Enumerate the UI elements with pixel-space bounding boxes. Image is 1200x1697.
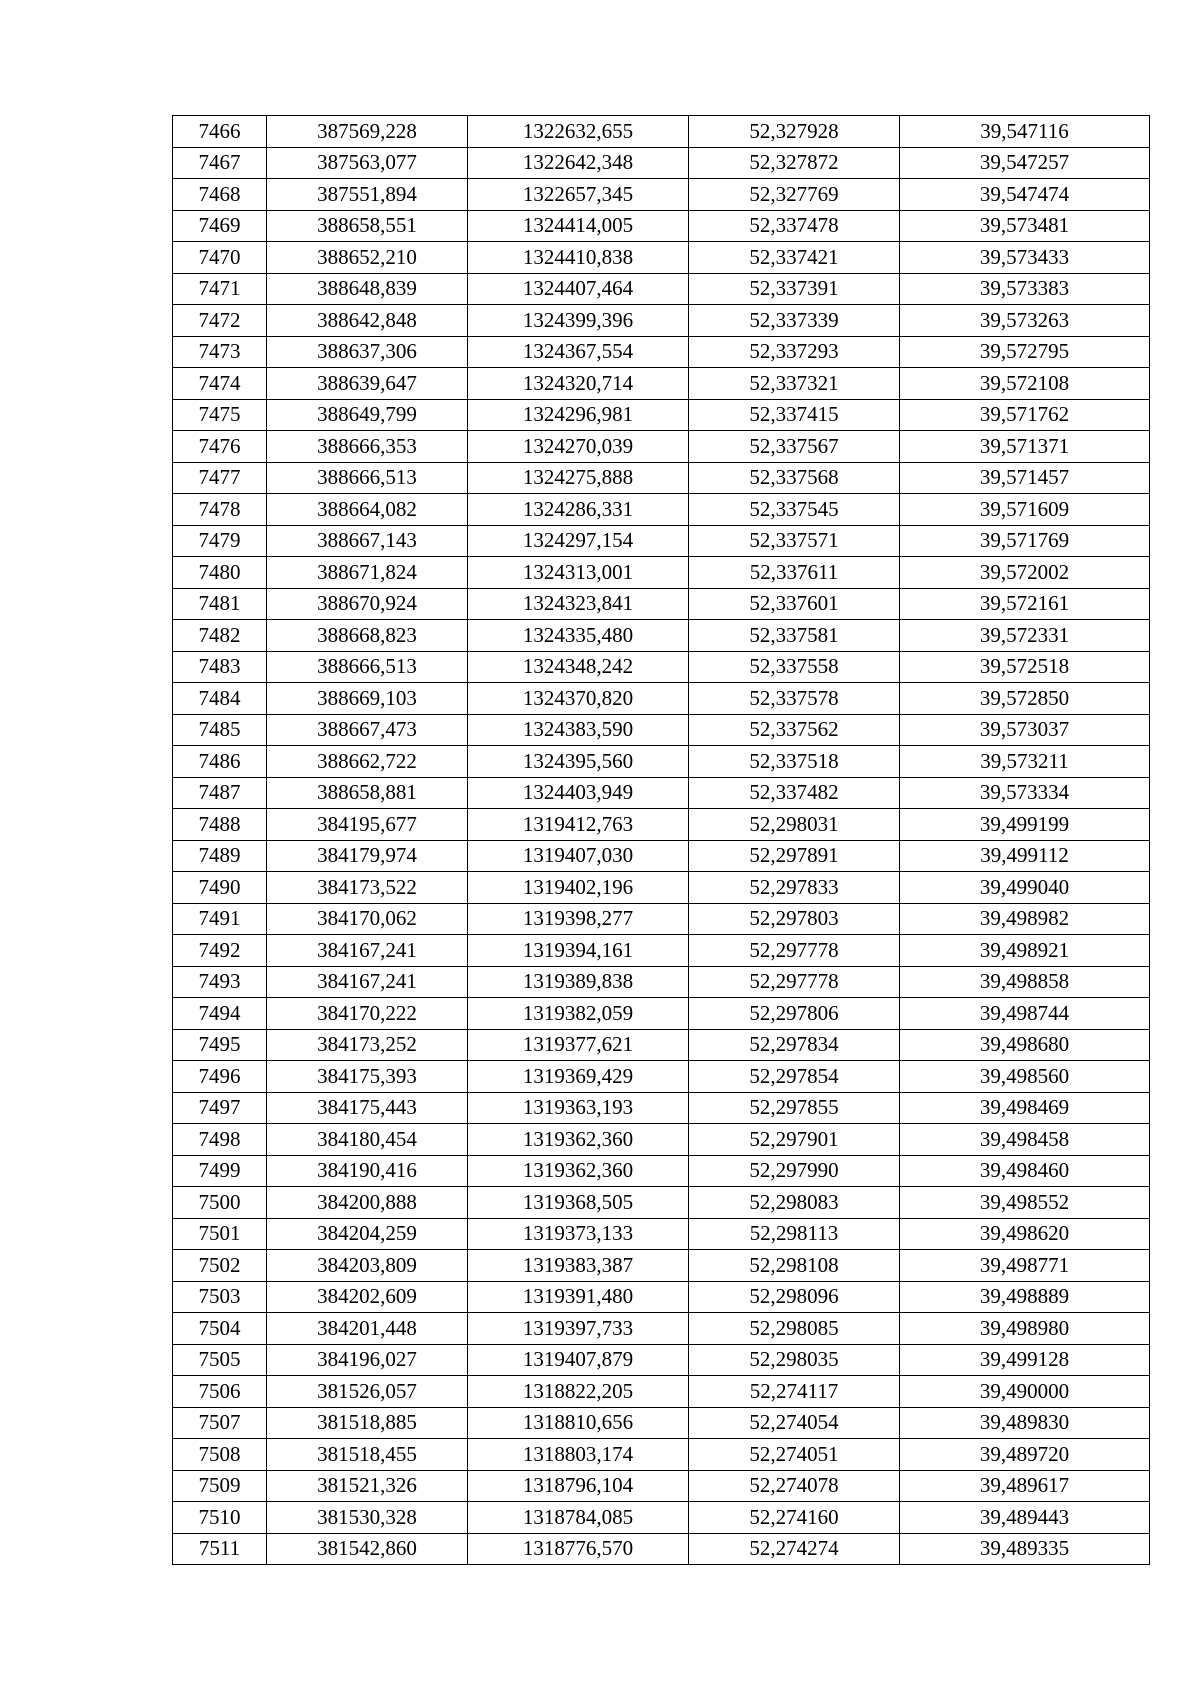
point-number-cell: 7510 (173, 1502, 267, 1534)
x-coordinate-cell: 384173,252 (267, 1029, 468, 1061)
point-number-cell: 7478 (173, 494, 267, 526)
y-coordinate-cell: 1319369,429 (468, 1061, 689, 1093)
y-coordinate-cell: 1324414,005 (468, 210, 689, 242)
longitude-cell: 39,573481 (900, 210, 1150, 242)
table-row (173, 746, 1150, 778)
point-number-cell: 7466 (173, 116, 267, 148)
x-coordinate-cell: 388668,823 (267, 620, 468, 652)
longitude-cell: 39,489443 (900, 1502, 1150, 1534)
latitude-cell: 52,297855 (689, 1092, 900, 1124)
table-row (173, 1533, 1150, 1565)
y-coordinate-cell: 1319407,879 (468, 1344, 689, 1376)
point-number-cell: 7486 (173, 746, 267, 778)
longitude-cell: 39,498744 (900, 998, 1150, 1030)
point-number-cell: 7496 (173, 1061, 267, 1093)
table-body (173, 116, 1150, 1565)
y-coordinate-cell: 1324320,714 (468, 368, 689, 400)
x-coordinate-cell: 384167,241 (267, 966, 468, 998)
point-number-cell: 7504 (173, 1313, 267, 1345)
point-number-cell: 7507 (173, 1407, 267, 1439)
longitude-cell: 39,498921 (900, 935, 1150, 967)
y-coordinate-cell: 1324313,001 (468, 557, 689, 589)
y-coordinate-cell: 1319368,505 (468, 1187, 689, 1219)
table-row (173, 966, 1150, 998)
latitude-cell: 52,337562 (689, 714, 900, 746)
longitude-cell: 39,499112 (900, 840, 1150, 872)
latitude-cell: 52,274051 (689, 1439, 900, 1471)
point-number-cell: 7474 (173, 368, 267, 400)
y-coordinate-cell: 1319382,059 (468, 998, 689, 1030)
y-coordinate-cell: 1319412,763 (468, 809, 689, 841)
longitude-cell: 39,573263 (900, 305, 1150, 337)
table-row (173, 683, 1150, 715)
longitude-cell: 39,498460 (900, 1155, 1150, 1187)
longitude-cell: 39,547116 (900, 116, 1150, 148)
y-coordinate-cell: 1324367,554 (468, 336, 689, 368)
point-number-cell: 7484 (173, 683, 267, 715)
longitude-cell: 39,498980 (900, 1313, 1150, 1345)
point-number-cell: 7481 (173, 588, 267, 620)
longitude-cell: 39,573211 (900, 746, 1150, 778)
x-coordinate-cell: 381518,885 (267, 1407, 468, 1439)
point-number-cell: 7506 (173, 1376, 267, 1408)
point-number-cell: 7490 (173, 872, 267, 904)
x-coordinate-cell: 384175,443 (267, 1092, 468, 1124)
longitude-cell: 39,498771 (900, 1250, 1150, 1282)
table-row (173, 651, 1150, 683)
point-number-cell: 7502 (173, 1250, 267, 1282)
x-coordinate-cell: 388669,103 (267, 683, 468, 715)
point-number-cell: 7495 (173, 1029, 267, 1061)
point-number-cell: 7472 (173, 305, 267, 337)
x-coordinate-cell: 388664,082 (267, 494, 468, 526)
point-number-cell: 7487 (173, 777, 267, 809)
y-coordinate-cell: 1318803,174 (468, 1439, 689, 1471)
latitude-cell: 52,297854 (689, 1061, 900, 1093)
y-coordinate-cell: 1324297,154 (468, 525, 689, 557)
table-row (173, 494, 1150, 526)
x-coordinate-cell: 388649,799 (267, 399, 468, 431)
x-coordinate-cell: 384167,241 (267, 935, 468, 967)
table-row (173, 1061, 1150, 1093)
longitude-cell: 39,571609 (900, 494, 1150, 526)
table-row (173, 179, 1150, 211)
point-number-cell: 7468 (173, 179, 267, 211)
table-row (173, 273, 1150, 305)
x-coordinate-cell: 381530,328 (267, 1502, 468, 1534)
table-row (173, 1344, 1150, 1376)
y-coordinate-cell: 1319362,360 (468, 1124, 689, 1156)
point-number-cell: 7469 (173, 210, 267, 242)
point-number-cell: 7489 (173, 840, 267, 872)
longitude-cell: 39,498552 (900, 1187, 1150, 1219)
table-row (173, 305, 1150, 337)
y-coordinate-cell: 1319407,030 (468, 840, 689, 872)
latitude-cell: 52,297990 (689, 1155, 900, 1187)
longitude-cell: 39,498458 (900, 1124, 1150, 1156)
x-coordinate-cell: 388671,824 (267, 557, 468, 589)
latitude-cell: 52,274054 (689, 1407, 900, 1439)
point-number-cell: 7485 (173, 714, 267, 746)
point-number-cell: 7471 (173, 273, 267, 305)
latitude-cell: 52,337545 (689, 494, 900, 526)
latitude-cell: 52,274117 (689, 1376, 900, 1408)
longitude-cell: 39,489830 (900, 1407, 1150, 1439)
table-row (173, 714, 1150, 746)
longitude-cell: 39,573334 (900, 777, 1150, 809)
table-row (173, 1124, 1150, 1156)
latitude-cell: 52,297778 (689, 966, 900, 998)
latitude-cell: 52,337482 (689, 777, 900, 809)
point-number-cell: 7505 (173, 1344, 267, 1376)
longitude-cell: 39,498469 (900, 1092, 1150, 1124)
longitude-cell: 39,498982 (900, 903, 1150, 935)
point-number-cell: 7493 (173, 966, 267, 998)
y-coordinate-cell: 1324403,949 (468, 777, 689, 809)
latitude-cell: 52,298085 (689, 1313, 900, 1345)
x-coordinate-cell: 388642,848 (267, 305, 468, 337)
y-coordinate-cell: 1324348,242 (468, 651, 689, 683)
y-coordinate-cell: 1318776,570 (468, 1533, 689, 1565)
longitude-cell: 39,572108 (900, 368, 1150, 400)
table-row (173, 431, 1150, 463)
x-coordinate-cell: 388639,647 (267, 368, 468, 400)
table-row (173, 1376, 1150, 1408)
latitude-cell: 52,327769 (689, 179, 900, 211)
point-number-cell: 7499 (173, 1155, 267, 1187)
table-row (173, 1250, 1150, 1282)
point-number-cell: 7475 (173, 399, 267, 431)
x-coordinate-cell: 384200,888 (267, 1187, 468, 1219)
latitude-cell: 52,337567 (689, 431, 900, 463)
x-coordinate-cell: 387569,228 (267, 116, 468, 148)
latitude-cell: 52,337293 (689, 336, 900, 368)
longitude-cell: 39,499199 (900, 809, 1150, 841)
latitude-cell: 52,337478 (689, 210, 900, 242)
table-row (173, 210, 1150, 242)
point-number-cell: 7494 (173, 998, 267, 1030)
y-coordinate-cell: 1324383,590 (468, 714, 689, 746)
latitude-cell: 52,298031 (689, 809, 900, 841)
point-number-cell: 7508 (173, 1439, 267, 1471)
point-number-cell: 7511 (173, 1533, 267, 1565)
latitude-cell: 52,298035 (689, 1344, 900, 1376)
latitude-cell: 52,337578 (689, 683, 900, 715)
x-coordinate-cell: 388667,143 (267, 525, 468, 557)
y-coordinate-cell: 1319398,277 (468, 903, 689, 935)
x-coordinate-cell: 384180,454 (267, 1124, 468, 1156)
latitude-cell: 52,327872 (689, 147, 900, 179)
y-coordinate-cell: 1322657,345 (468, 179, 689, 211)
x-coordinate-cell: 384202,609 (267, 1281, 468, 1313)
point-number-cell: 7480 (173, 557, 267, 589)
table-row (173, 1187, 1150, 1219)
table-row (173, 840, 1150, 872)
latitude-cell: 52,298108 (689, 1250, 900, 1282)
point-number-cell: 7491 (173, 903, 267, 935)
point-number-cell: 7503 (173, 1281, 267, 1313)
longitude-cell: 39,573383 (900, 273, 1150, 305)
y-coordinate-cell: 1319373,133 (468, 1218, 689, 1250)
point-number-cell: 7479 (173, 525, 267, 557)
longitude-cell: 39,572795 (900, 336, 1150, 368)
x-coordinate-cell: 387563,077 (267, 147, 468, 179)
latitude-cell: 52,297901 (689, 1124, 900, 1156)
x-coordinate-cell: 384204,259 (267, 1218, 468, 1250)
table-row (173, 620, 1150, 652)
x-coordinate-cell: 384175,393 (267, 1061, 468, 1093)
latitude-cell: 52,297778 (689, 935, 900, 967)
latitude-cell: 52,327928 (689, 116, 900, 148)
longitude-cell: 39,489617 (900, 1470, 1150, 1502)
y-coordinate-cell: 1324370,820 (468, 683, 689, 715)
table-row (173, 399, 1150, 431)
table-row (173, 872, 1150, 904)
latitude-cell: 52,274078 (689, 1470, 900, 1502)
x-coordinate-cell: 384190,416 (267, 1155, 468, 1187)
x-coordinate-cell: 388652,210 (267, 242, 468, 274)
point-number-cell: 7467 (173, 147, 267, 179)
longitude-cell: 39,571371 (900, 431, 1150, 463)
table-row (173, 336, 1150, 368)
table-row (173, 1029, 1150, 1061)
x-coordinate-cell: 384195,677 (267, 809, 468, 841)
table-row (173, 935, 1150, 967)
longitude-cell: 39,572002 (900, 557, 1150, 589)
table-row (173, 1439, 1150, 1471)
x-coordinate-cell: 384173,522 (267, 872, 468, 904)
point-number-cell: 7473 (173, 336, 267, 368)
table-row (173, 368, 1150, 400)
x-coordinate-cell: 387551,894 (267, 179, 468, 211)
table-row (173, 1218, 1150, 1250)
point-number-cell: 7483 (173, 651, 267, 683)
table-row (173, 557, 1150, 589)
latitude-cell: 52,297803 (689, 903, 900, 935)
latitude-cell: 52,337558 (689, 651, 900, 683)
table-row (173, 809, 1150, 841)
longitude-cell: 39,490000 (900, 1376, 1150, 1408)
table-row (173, 903, 1150, 935)
y-coordinate-cell: 1318796,104 (468, 1470, 689, 1502)
longitude-cell: 39,573433 (900, 242, 1150, 274)
latitude-cell: 52,298096 (689, 1281, 900, 1313)
latitude-cell: 52,298083 (689, 1187, 900, 1219)
table-row (173, 525, 1150, 557)
y-coordinate-cell: 1324323,841 (468, 588, 689, 620)
y-coordinate-cell: 1324407,464 (468, 273, 689, 305)
latitude-cell: 52,274160 (689, 1502, 900, 1534)
y-coordinate-cell: 1324335,480 (468, 620, 689, 652)
y-coordinate-cell: 1319377,621 (468, 1029, 689, 1061)
y-coordinate-cell: 1324270,039 (468, 431, 689, 463)
table-row (173, 116, 1150, 148)
table-row (173, 1092, 1150, 1124)
latitude-cell: 52,337421 (689, 242, 900, 274)
table-row (173, 147, 1150, 179)
y-coordinate-cell: 1324410,838 (468, 242, 689, 274)
latitude-cell: 52,297833 (689, 872, 900, 904)
point-number-cell: 7488 (173, 809, 267, 841)
point-number-cell: 7482 (173, 620, 267, 652)
longitude-cell: 39,547474 (900, 179, 1150, 211)
latitude-cell: 52,337321 (689, 368, 900, 400)
latitude-cell: 52,337568 (689, 462, 900, 494)
longitude-cell: 39,498560 (900, 1061, 1150, 1093)
point-number-cell: 7492 (173, 935, 267, 967)
table-row (173, 1155, 1150, 1187)
y-coordinate-cell: 1319397,733 (468, 1313, 689, 1345)
x-coordinate-cell: 381542,860 (267, 1533, 468, 1565)
point-number-cell: 7476 (173, 431, 267, 463)
y-coordinate-cell: 1322632,655 (468, 116, 689, 148)
longitude-cell: 39,499128 (900, 1344, 1150, 1376)
table-row (173, 588, 1150, 620)
longitude-cell: 39,498858 (900, 966, 1150, 998)
latitude-cell: 52,337339 (689, 305, 900, 337)
table-row (173, 1407, 1150, 1439)
x-coordinate-cell: 384170,062 (267, 903, 468, 935)
longitude-cell: 39,499040 (900, 872, 1150, 904)
x-coordinate-cell: 388670,924 (267, 588, 468, 620)
longitude-cell: 39,489335 (900, 1533, 1150, 1565)
latitude-cell: 52,337611 (689, 557, 900, 589)
table-row (173, 998, 1150, 1030)
point-number-cell: 7497 (173, 1092, 267, 1124)
point-number-cell: 7509 (173, 1470, 267, 1502)
y-coordinate-cell: 1319389,838 (468, 966, 689, 998)
y-coordinate-cell: 1319402,196 (468, 872, 689, 904)
longitude-cell: 39,498680 (900, 1029, 1150, 1061)
x-coordinate-cell: 384201,448 (267, 1313, 468, 1345)
longitude-cell: 39,572518 (900, 651, 1150, 683)
point-number-cell: 7501 (173, 1218, 267, 1250)
x-coordinate-cell: 384170,222 (267, 998, 468, 1030)
longitude-cell: 39,498620 (900, 1218, 1150, 1250)
x-coordinate-cell: 388658,551 (267, 210, 468, 242)
longitude-cell: 39,571457 (900, 462, 1150, 494)
table-row (173, 1502, 1150, 1534)
point-number-cell: 7477 (173, 462, 267, 494)
latitude-cell: 52,337571 (689, 525, 900, 557)
table-row (173, 462, 1150, 494)
longitude-cell: 39,572161 (900, 588, 1150, 620)
x-coordinate-cell: 388648,839 (267, 273, 468, 305)
x-coordinate-cell: 381526,057 (267, 1376, 468, 1408)
y-coordinate-cell: 1318822,205 (468, 1376, 689, 1408)
latitude-cell: 52,297891 (689, 840, 900, 872)
longitude-cell: 39,547257 (900, 147, 1150, 179)
x-coordinate-cell: 381521,326 (267, 1470, 468, 1502)
table-row (173, 777, 1150, 809)
y-coordinate-cell: 1319363,193 (468, 1092, 689, 1124)
point-number-cell: 7470 (173, 242, 267, 274)
coordinates-table (172, 115, 1150, 1565)
longitude-cell: 39,571762 (900, 399, 1150, 431)
y-coordinate-cell: 1319394,161 (468, 935, 689, 967)
latitude-cell: 52,274274 (689, 1533, 900, 1565)
point-number-cell: 7498 (173, 1124, 267, 1156)
y-coordinate-cell: 1318810,656 (468, 1407, 689, 1439)
latitude-cell: 52,337581 (689, 620, 900, 652)
x-coordinate-cell: 388666,513 (267, 651, 468, 683)
latitude-cell: 52,337415 (689, 399, 900, 431)
longitude-cell: 39,573037 (900, 714, 1150, 746)
longitude-cell: 39,572331 (900, 620, 1150, 652)
x-coordinate-cell: 388658,881 (267, 777, 468, 809)
x-coordinate-cell: 381518,455 (267, 1439, 468, 1471)
x-coordinate-cell: 388662,722 (267, 746, 468, 778)
longitude-cell: 39,498889 (900, 1281, 1150, 1313)
y-coordinate-cell: 1324395,560 (468, 746, 689, 778)
x-coordinate-cell: 388637,306 (267, 336, 468, 368)
x-coordinate-cell: 384196,027 (267, 1344, 468, 1376)
x-coordinate-cell: 388666,513 (267, 462, 468, 494)
y-coordinate-cell: 1324399,396 (468, 305, 689, 337)
longitude-cell: 39,571769 (900, 525, 1150, 557)
y-coordinate-cell: 1318784,085 (468, 1502, 689, 1534)
latitude-cell: 52,298113 (689, 1218, 900, 1250)
table-row (173, 1470, 1150, 1502)
y-coordinate-cell: 1319391,480 (468, 1281, 689, 1313)
table-row (173, 242, 1150, 274)
latitude-cell: 52,337518 (689, 746, 900, 778)
y-coordinate-cell: 1324286,331 (468, 494, 689, 526)
latitude-cell: 52,297834 (689, 1029, 900, 1061)
longitude-cell: 39,489720 (900, 1439, 1150, 1471)
y-coordinate-cell: 1319362,360 (468, 1155, 689, 1187)
x-coordinate-cell: 384203,809 (267, 1250, 468, 1282)
y-coordinate-cell: 1324296,981 (468, 399, 689, 431)
latitude-cell: 52,297806 (689, 998, 900, 1030)
point-number-cell: 7500 (173, 1187, 267, 1219)
latitude-cell: 52,337391 (689, 273, 900, 305)
y-coordinate-cell: 1324275,888 (468, 462, 689, 494)
longitude-cell: 39,572850 (900, 683, 1150, 715)
y-coordinate-cell: 1322642,348 (468, 147, 689, 179)
x-coordinate-cell: 388667,473 (267, 714, 468, 746)
x-coordinate-cell: 388666,353 (267, 431, 468, 463)
y-coordinate-cell: 1319383,387 (468, 1250, 689, 1282)
x-coordinate-cell: 384179,974 (267, 840, 468, 872)
table-row (173, 1313, 1150, 1345)
table-row (173, 1281, 1150, 1313)
latitude-cell: 52,337601 (689, 588, 900, 620)
